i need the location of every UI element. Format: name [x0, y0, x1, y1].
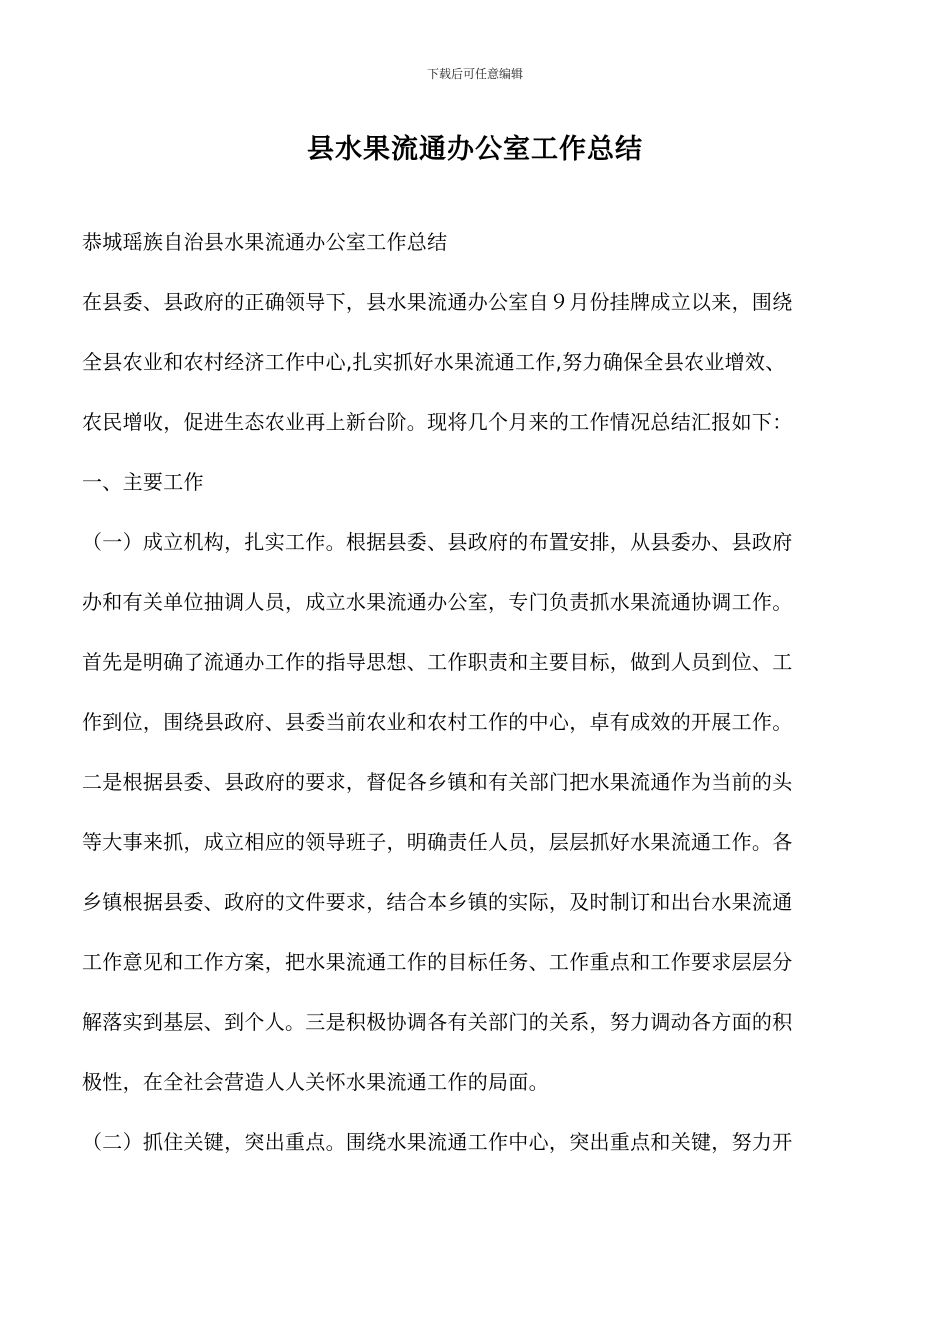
document-body — [82, 212, 868, 1172]
body-line: 农民增收，促进生态农业再上新台阶。现将几个月来的工作情况总结汇报如下： — [82, 410, 793, 434]
body-line: 解落实到基层、到个人。三是积极协调各有关部门的关系，努力调动各方面的积 — [82, 1010, 793, 1034]
body-line: 等大事来抓，成立相应的领导班子，明确责任人员，层层抓好水果流通工作。各 — [82, 830, 793, 854]
body-line: 全县农业和农村经济工作中心,扎实抓好水果流通工作,努力确保全县农业增效、 — [82, 350, 786, 374]
body-line: 在县委、县政府的正确领导下，县水果流通办公室自９月份挂牌成立以来，围绕 — [82, 290, 793, 314]
section-heading: 一、主要工作 — [82, 470, 204, 494]
body-line: 乡镇根据县委、政府的文件要求，结合本乡镇的实际，及时制订和出台水果流通 — [82, 890, 793, 914]
body-line: 工作意见和工作方案，把水果流通工作的目标任务、工作重点和工作要求层层分 — [82, 950, 793, 974]
body-line: 二是根据县委、县政府的要求，督促各乡镇和有关部门把水果流通作为当前的头 — [82, 770, 793, 794]
body-line: 办和有关单位抽调人员，成立水果流通办公室，专门负责抓水果流通协调工作。 — [82, 590, 793, 614]
body-line: 极性，在全社会营造人人关怀水果流通工作的局面。 — [82, 1070, 549, 1094]
document-title: 县水果流通办公室工作总结 — [307, 134, 643, 165]
subtitle-line: 恭城瑶族自治县水果流通办公室工作总结 — [82, 230, 448, 254]
body-line: （二）抓住关键，突出重点。围绕水果流通工作中心，突出重点和关键，努力开 — [82, 1130, 793, 1154]
header-note: 下载后可任意编辑 — [426, 67, 523, 81]
body-line: （一）成立机构，扎实工作。根据县委、县政府的布置安排，从县委办、县政府 — [82, 530, 793, 554]
body-line: 作到位，围绕县政府、县委当前农业和农村工作的中心，卓有成效的开展工作。 — [82, 710, 793, 734]
body-line: 首先是明确了流通办工作的指导思想、工作职责和主要目标，做到人员到位、工 — [82, 650, 793, 674]
